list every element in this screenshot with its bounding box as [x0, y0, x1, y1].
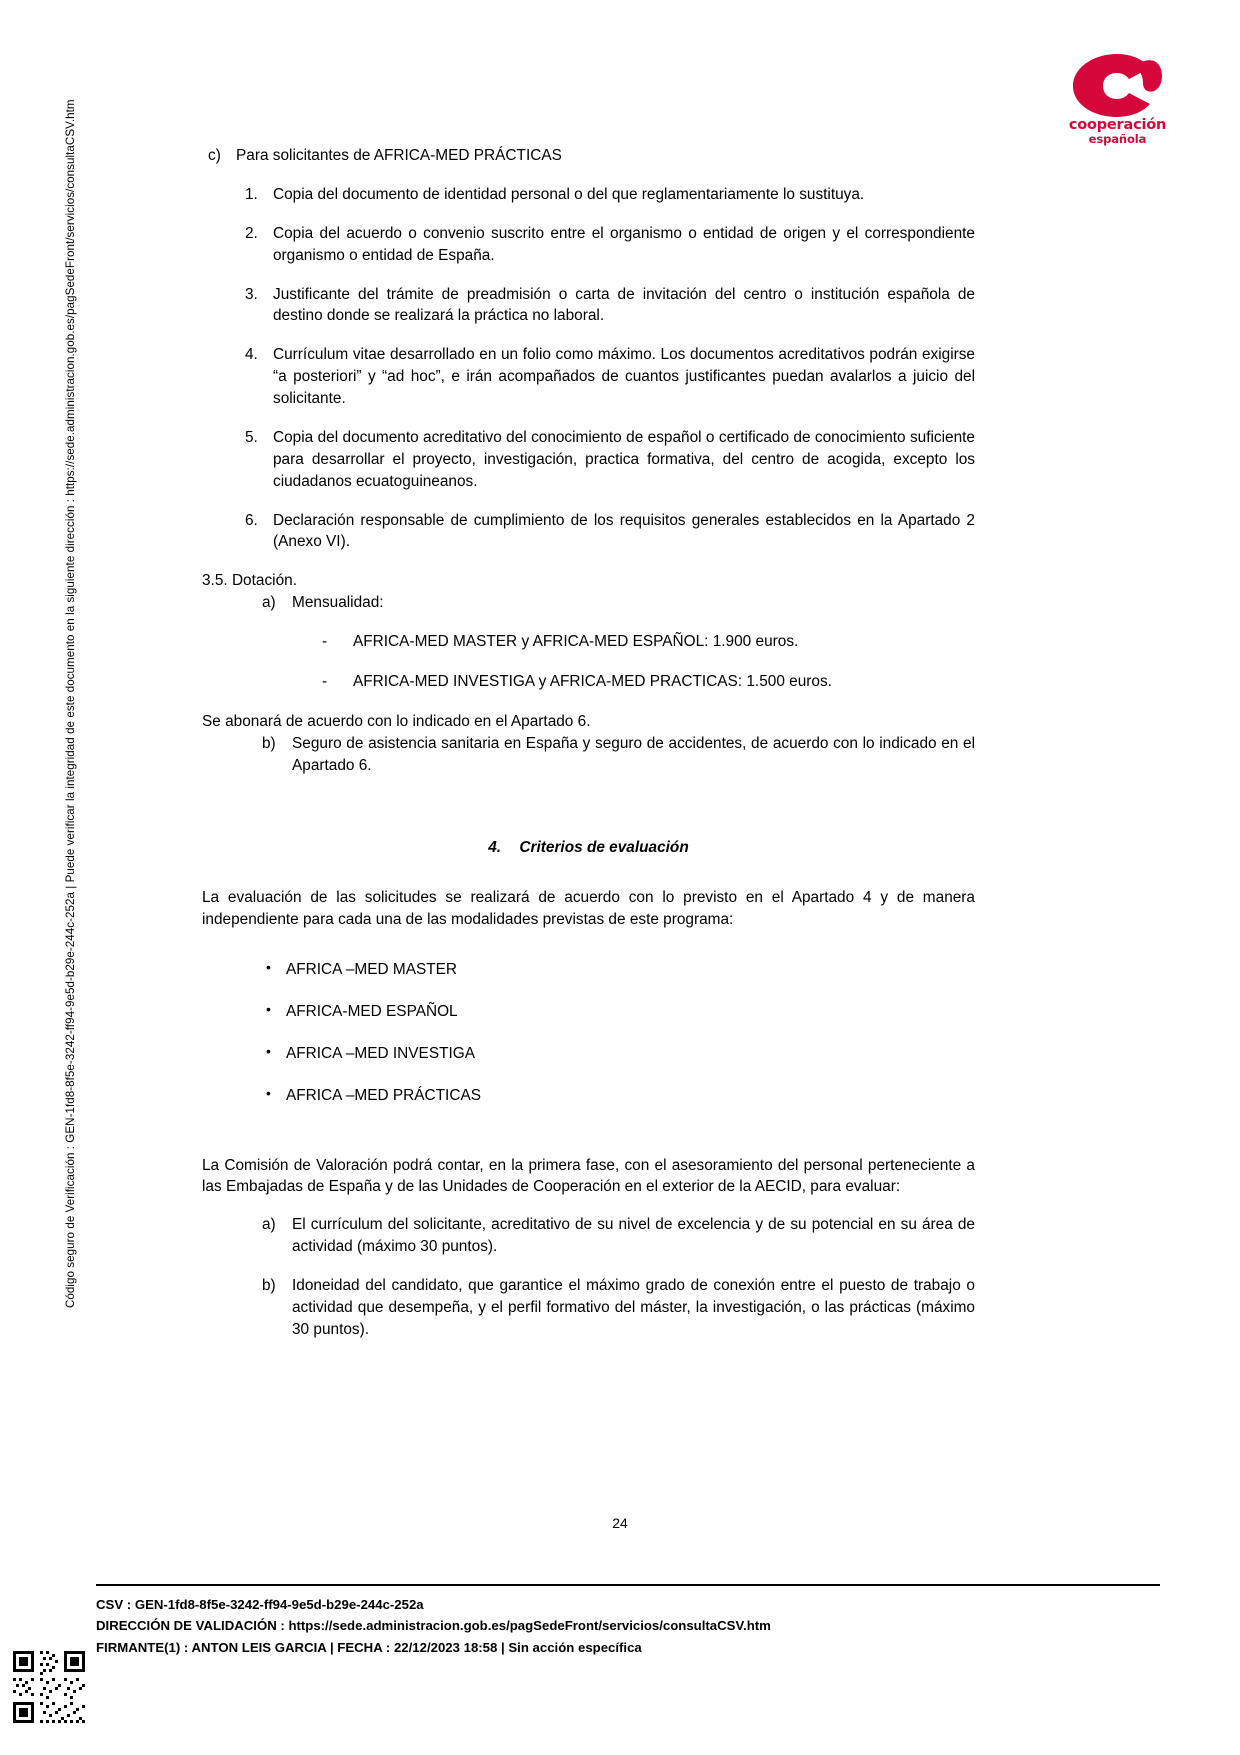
spacer [202, 1198, 975, 1214]
list-marker: b) [262, 1277, 276, 1294]
list-marker: a) [262, 1216, 276, 1234]
list-item-3 [245, 284, 975, 328]
list-marker: 5. [245, 428, 258, 446]
list-item-4 [245, 344, 975, 410]
heading-3-5: 3.5. Dotación. [202, 572, 297, 590]
logo-line-1: cooperación [1068, 117, 1167, 133]
csv-sidebar [64, 99, 98, 1308]
modalities-list [262, 959, 975, 1107]
footer-csv-line: CSV : GEN-1fd8-8f5e-3242-ff94-9e5d-b29e-244c-252a [96, 1597, 424, 1612]
list-marker: 3. [245, 285, 258, 303]
list-text: Seguro de asistencia sanitaria en España y seguro de accidentes, de acuerdo con lo indicado en el Apartado 6. [292, 734, 975, 774]
intro-paragraph: La evaluación de las solicitudes se realizará de acuerdo con lo previsto en el Apartado 4 y de manera independiente para cada una de las modalidades previstas de este programa: [202, 889, 975, 929]
list-marker: - [322, 633, 328, 650]
list-text: Declaración responsable de cumplimiento de los requisitos generales establecidos en la Apartado 2 (Anexo VI). [273, 511, 975, 551]
list-text: Justificante del trámite de preadmisión o carta de invitación del centro o institución española de destino donde se realizará la práctica no laboral. [273, 285, 975, 325]
list-item-1 [245, 184, 975, 206]
list-item-2 [245, 223, 975, 267]
spacer [202, 793, 975, 837]
list-marker: 2. [245, 224, 258, 242]
abono-note: Se abonará de acuerdo con lo indicado en el Apartado 6. [202, 712, 591, 730]
list-text: AFRICA-MED INVESTIGA y AFRICA-MED PRACTICAS: 1.500 euros. [353, 672, 832, 690]
list-item-c [208, 145, 975, 167]
footer-divider [96, 1584, 1160, 1586]
list-text: Copia del documento acreditativo del conocimiento de español o certificado de conocimiento suficiente para desarrollar el proyecto, investigación, practica formativa, del centro de acogida, excepto los ciudadanos ecuatoguineanos. [273, 428, 975, 490]
list-marker: 6. [245, 511, 258, 529]
list-text: Mensualidad: [292, 594, 384, 612]
document-body [202, 145, 975, 1358]
cooperacion-espanola-logo [1055, 52, 1180, 148]
list-item: • AFRICA-MED ESPAÑOL [262, 1001, 975, 1023]
spacer [202, 1127, 975, 1155]
list-marker: 4. [245, 346, 258, 364]
cooperacion-c-icon [1055, 52, 1180, 118]
list-text: Copia del documento de identidad personal o del que reglamentariamente lo sustituya. [273, 185, 865, 203]
list-marker: - [322, 672, 328, 690]
qr-code-icon [10, 1648, 88, 1726]
list-marker: c) [208, 147, 221, 164]
footer-signer-line: FIRMANTE(1) : ANTON LEIS GARCIA | FECHA : 22/12/2023 18:58 | Sin acción específica [96, 1639, 642, 1655]
list-item: • AFRICA –MED PRÁCTICAS [262, 1085, 975, 1107]
criteria-item-b [262, 1275, 975, 1341]
list-text: Currículum vitae desarrollado en un folio como máximo. Los documentos acreditativos podrán exigirse “a posteriori” y “ad hoc”, e irán acompañados de cuantos justificantes puedan avalarlos a juicio del solicitante. [273, 346, 975, 407]
csv-sidebar-text: Código seguro de Verificación : GEN-1fd8-8f5e-3242-ff94-9e5d-b29e-244c-252a | Puede verificar la integridad de este documento en la siguiente dirección : https://sede.administracion.gob.es/pagSedeFront/servicios/consultaCSV.htm [64, 99, 77, 1308]
list-item: • AFRICA –MED MASTER [262, 959, 975, 981]
list-item-5 [245, 427, 975, 493]
list-marker: a) [262, 594, 276, 612]
criteria-item-a [262, 1214, 975, 1258]
logo-line-2: española [1088, 132, 1147, 147]
dash-item-investiga-practicas [322, 671, 975, 693]
page-number: 24 [612, 1515, 628, 1531]
comision-paragraph: La Comisión de Valoración podrá contar, en la primera fase, con el asesoramiento del personal perteneciente a las Embajadas de España y de las Unidades de Cooperación en el exterior de la AECID, para evaluar: [202, 1156, 975, 1196]
list-item: • AFRICA –MED INVESTIGA [262, 1043, 975, 1065]
list-item-6 [245, 510, 975, 554]
list-text: El currículum del solicitante, acreditativo de su nivel de excelencia y de su potencial en su área de actividad (máximo 30 puntos). [292, 1216, 975, 1256]
spacer [202, 859, 975, 887]
list-item-a-mensualidad [262, 592, 975, 614]
logo-wordmark [1055, 118, 1180, 145]
list-text: Copia del acuerdo o convenio suscrito entre el organismo o entidad de origen y el correspondiente organismo o entidad de España. [273, 224, 975, 264]
spacer [202, 931, 975, 959]
list-item-b-seguro [262, 733, 975, 777]
dash-item-master-espanol [322, 631, 975, 653]
footer-block [96, 1594, 1166, 1658]
section-title: Criterios de evaluación [519, 839, 689, 857]
list-text: Idoneidad del candidato, que garantice el máximo grado de conexión entre el puesto de trabajo o actividad que desempeña, y el perfil formativo del máster, la investigación, o las prácticas (máximo 30 puntos). [292, 1277, 975, 1338]
list-marker: 1. [245, 185, 258, 203]
list-text: Para solicitantes de AFRICA-MED PRÁCTICAS [236, 147, 562, 164]
section-number: 4. [488, 839, 502, 857]
list-text: AFRICA-MED MASTER y AFRICA-MED ESPAÑOL: 1.900 euros. [353, 633, 799, 650]
footer-validation-line: DIRECCIÓN DE VALIDACIÓN : https://sede.administracion.gob.es/pagSedeFront/servicios/consultaCSV.htm [96, 1618, 771, 1634]
section-heading-4 [202, 837, 975, 859]
list-marker: b) [262, 734, 276, 752]
